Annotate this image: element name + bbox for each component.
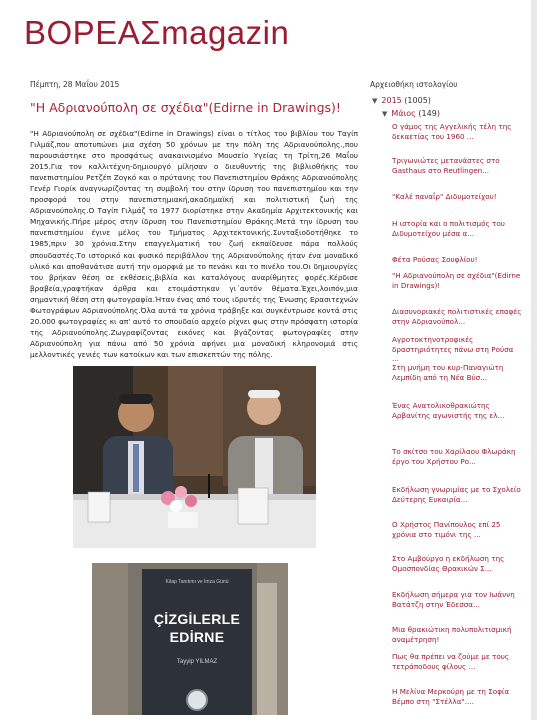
triangle-down-icon[interactable]: ▼ <box>382 110 388 118</box>
archive-post-link[interactable]: Στη μνήμη του κυρ-Παναγιώτη Λεμπίδη από τη Νέα Βύσ... <box>392 363 504 382</box>
archive-post-link[interactable]: Ένας Ανατολικοθρακιώτης Αρβανίτης αγωνιστής της ελ... <box>392 401 505 420</box>
page-edge <box>531 0 537 720</box>
post-body: "Η Αδριανούπολη σε σχέδια"(Edirne in Drawings) είναι ο τίτλος του βιβλίου του Ταγίπ Γιλμάζ,που αποτυπώνει μια σχέση 50 χρόνων με την πόλη της Αδριανούπολης.,που παρουσιάστηκε στο προσφάτως ανακαινισμένο Μουσείο Υγείας τη Τρίτη,26 Μαΐου 2015.Για τον καλλιτέχνη-δημιουργό μίλησαν ο διευθυντής της βιβλιοθήκης του πανεπιστημίου Ρετζέπ Ζογκό και ο πρύτανης του Πανεπιστημίου Θράκης Αδριανούπολης Γενέρ Γιορίκ αναγνωρίζοντας τη συμβολή του στην ίδρυση του πανεπιστημίου και την προσφορά του στην πανεπιστημιακή,ακαδημαϊκή και πολιτιστική ζωή της Αδριανούπολης.Ο Ταγίπ Γιλμάζ το 1977 διορίστηκε στην Ακαδημία Αρχιτεκτονικής και Μηχανικής.Πήρε μέρος στην ίδρυση του Πανεπιστημίου Θράκης.Μετά την ίδρυση του πανεπιστημίου έγινε μέλος του Τμήματος Αρχιτεκτονικής.Συνταξιοδοτήθηκε το 1985,πριν 30 χρόνια.Στην επαγγελματική του ζωή εκπαίδευσε πάρα πολλούς σπουδαστές.Το ιστορικό και φυσικό περιβάλλον της Αδριανούπολης ήταν ένα μοναδικό υλικό και αποθανάτισε αυτή την ομορφιά με το πενάκι και το πινέλο του.Οι δημιουργίες του βρήκαν θέση σε εκθέσεις,βιβλία και καταλόγους αναρίθμητες φορές.Κέρδισε βραβεία,γραφτήκαν άρθρα και ετοιμάστηκαν γι΄αυτόν θέματα.Έχει,λοιπόν,μια σημαντική θέση στη φωτογραφία.Ήταν ένας από τους ιδρυτές της Ένωσης Ερασιτεχνών Φωτογράφων Αδριανούπολης.Όλα αυτά τα χρόνια τράβηξε και συγκέντρωσε κοντά στις 20.000 φωτογραφίες κι απ' αυτό το σπουδαίο αρχείο ρίχνει φως στην πρόσφατη ιστορία της Αδριανούπολης.Ζωγραφίζοντας εικόνες και βγάζοντας φωτογραφίες στην Αδριανούπολη για πάνω από 50 χρόνια αφήνει μια μοναδική κληρονομιά στις μελλοντικές γενιές των κατοίκων και των επισκεπτών της πόλης. <box>30 129 358 359</box>
archive-post-link[interactable]: "Η Αδριανούπολη σε σχέδια"(Edirne in Drawings)! <box>392 271 521 290</box>
book-banner-title-line1: ÇİZGİLERLE <box>153 611 241 627</box>
archive-year-count: (1005) <box>404 96 431 105</box>
triangle-down-icon[interactable]: ▼ <box>372 97 378 105</box>
archive-post-link[interactable]: Τριγωνιώτες μετανάστες στο Gasthaus στο Reutlingen... <box>392 156 500 175</box>
book-banner-subtitle: Kitap Tanıtımı ve İmza Günü <box>165 579 229 585</box>
archive-post-link[interactable]: Αγροτοκτηνοτροφικές δραστηριότητες πάνω στη Ρούσα ... <box>392 335 514 364</box>
post-title[interactable]: "Η Αδριανούπολη σε σχέδια"(Edirne in Drawings)! <box>30 100 341 115</box>
archive-post-link[interactable]: Το σκίτσο του Χαρίλαου Φλωράκη έργο του Χρήστου Ρο... <box>392 447 516 466</box>
event-photo[interactable] <box>73 366 316 548</box>
book-banner-author: Tayyip YILMAZ <box>176 659 218 665</box>
archive-post-link[interactable]: Στο Αμβούργο η εκδήλωση της Ομοσπονδίας Θρακικών Σ... <box>392 554 505 573</box>
archive-year-2015[interactable] <box>372 96 431 105</box>
archive-post-link[interactable]: Η Μελίνα Μερκούρη με τη Σοφία Βέμπο στη "Στέλλα".... <box>392 687 510 706</box>
archive-post-link[interactable]: Η ιστορία και ο πολιτισμός του Διδυμοτείχου μέσα α... <box>392 219 505 238</box>
archive-post-link[interactable]: Πως θα πρέπει να ζούμε με τους τετράποδους φίλους ... <box>392 652 510 671</box>
archive-month-label[interactable]: Μάιος <box>391 109 416 118</box>
archive-month-may[interactable] <box>382 109 440 118</box>
book-banner-photo[interactable] <box>92 563 288 715</box>
post-date: Πέμπτη, 28 Μαΐου 2015 <box>30 80 120 89</box>
archive-post-link[interactable]: Ο γάμος της Αγγελικής τέλη της δεκαετίας του 1960 ... <box>392 122 512 141</box>
archive-heading: Αρχειοθήκη ιστολογίου <box>370 80 458 89</box>
book-banner-title-line2: EDİRNE <box>169 629 225 645</box>
archive-post-link[interactable]: Ο Χρήστος Πανίπουλος επί 25 χρόνια στο τιμόνι της ... <box>392 520 501 539</box>
archive-post-link[interactable]: Εκδήλωση γνωριμίας με το Σχολείο Δεύτερης Ευκαιρία... <box>392 485 521 504</box>
event-photo-illustration <box>73 366 316 548</box>
archive-post-link[interactable]: Διασυνοριακές πολιτιστικές επαφές στην Αδριανούπολ... <box>392 307 522 326</box>
archive-post-link[interactable]: "Καλέ παναΐρ" Διδυμοτείχου! <box>392 192 497 201</box>
university-seal-icon <box>186 689 208 711</box>
archive-post-link[interactable]: Μια θρακιώτικη πολυπολιτισμική αναμέτρηση! <box>392 625 512 644</box>
archive-post-link[interactable]: Εκδήλωση σήμερα για τον Ιωάννη Βατάτζη στην Έδεσσα... <box>392 590 515 609</box>
archive-year-label[interactable]: 2015 <box>381 96 402 105</box>
blog-title[interactable]: ΒΟΡΕΑΣmagazin <box>24 14 290 51</box>
archive-post-link[interactable]: Φέτα Ρούσας Σουφλίου! <box>392 255 478 264</box>
archive-month-count: (149) <box>418 109 440 118</box>
